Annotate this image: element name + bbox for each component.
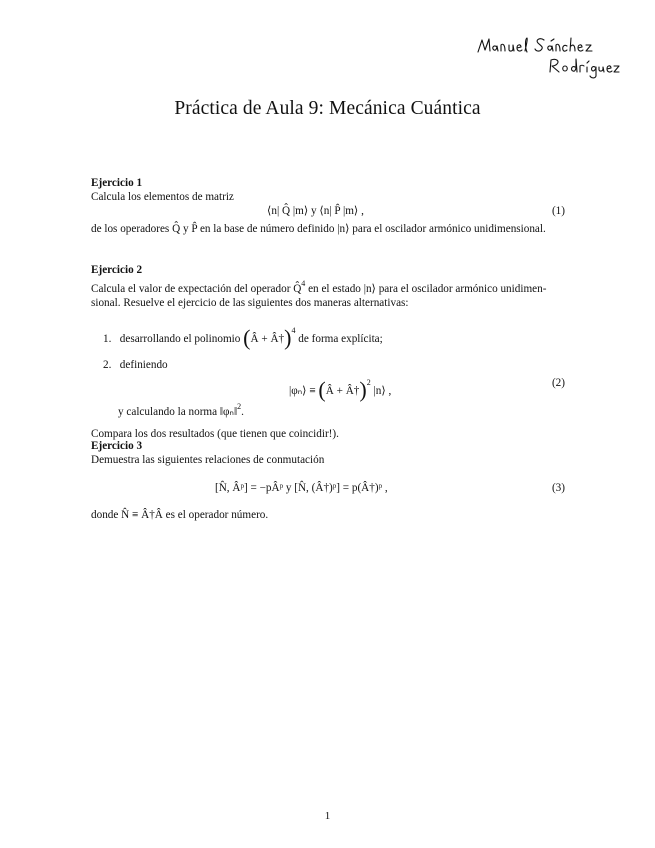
right-paren: ) [359, 377, 367, 402]
exercise-1-intro: Calcula los elementos de matriz [91, 191, 234, 203]
handwritten-signature [470, 34, 620, 82]
exercise-2 [91, 263, 565, 441]
list-item-2 [103, 358, 565, 372]
page-title: Práctica de Aula 9: Mecánica Cuántica [174, 98, 481, 119]
equation-2-sup: 2 [366, 378, 371, 387]
left-paren: ( [318, 377, 326, 402]
equation-2 [289, 376, 392, 402]
page-number: 1 [324, 810, 331, 822]
exercise-2-intro-line2: sional. Resuelve el ejercicio de las siguientes dos maneras alternativas: [91, 297, 409, 309]
exercise-3-after: donde N̂ ≡ Â†Â es el operador número. [91, 509, 269, 521]
equation-3-line [91, 479, 565, 501]
right-paren: ) [284, 325, 292, 350]
exercise-2-intro-a: Calcula el valor de expectación del operador Q̂ [91, 283, 302, 295]
exercise-2-intro-sup: 4 [301, 279, 306, 288]
equation-1-number: (1) [551, 205, 565, 217]
equation-1-line [91, 204, 565, 222]
equation-2-expr: Â + Â† [325, 385, 360, 397]
list-item-1-text-b: de forma explícita; [298, 333, 383, 345]
exercise-1-after: de los operadores Q̂ y P̂ en la base de número definido |n⟩ para el oscilador armónico unidimensional. [91, 223, 546, 235]
list-item-1-expr: Â + Â† [250, 333, 285, 345]
exercise-2-compare: Compara los dos resultados (que tienen que coincidir!). [91, 428, 339, 440]
exercise-1-heading: Ejercicio 1 [91, 177, 143, 189]
exercise-2-intro-line1 [91, 277, 565, 296]
exercise-1 [91, 176, 565, 236]
list-item-2-text: definiendo [119, 359, 168, 371]
list-item-2-after-a: y calculando la norma ‖φₙ‖ [118, 406, 238, 418]
list-item-2-after [118, 400, 565, 419]
exercise-3-intro: Demuestra las siguientes relaciones de conmutación [91, 454, 325, 466]
list-item-1-number: 1. [103, 333, 112, 345]
left-paren: ( [243, 325, 251, 350]
exercise-2-intro-b: en el estado |n⟩ para el oscilador armónico unidimen- [305, 283, 547, 295]
list-item-1-text-a: desarrollando el polinomio [119, 333, 241, 345]
equation-3-number: (3) [551, 482, 565, 494]
equation-2-line [91, 374, 565, 402]
equation-2-right: |n⟩ , [373, 385, 392, 397]
list-item-1 [103, 324, 565, 350]
equation-2-left: |φₙ⟩ ≡ [289, 385, 316, 397]
list-item-2-after-b: . [241, 406, 244, 418]
exercise-3-heading: Ejercicio 3 [91, 440, 143, 452]
exercise-2-heading: Ejercicio 2 [91, 264, 143, 276]
equation-3: [N̂, Âᵖ] = −pÂᵖ y [N̂, (Â†)ᵖ] = p(Â†)ᵖ , [215, 482, 388, 494]
list-item-1-sup: 4 [291, 326, 296, 335]
equation-1: ⟨n| Q̂ |m⟩ y ⟨n| P̂ |m⟩ , [267, 205, 364, 217]
list-item-2-number: 2. [103, 359, 112, 371]
list-item-2-after-sup: 2 [237, 402, 242, 411]
exercise-3 [91, 439, 565, 522]
equation-2-number: (2) [551, 377, 565, 389]
